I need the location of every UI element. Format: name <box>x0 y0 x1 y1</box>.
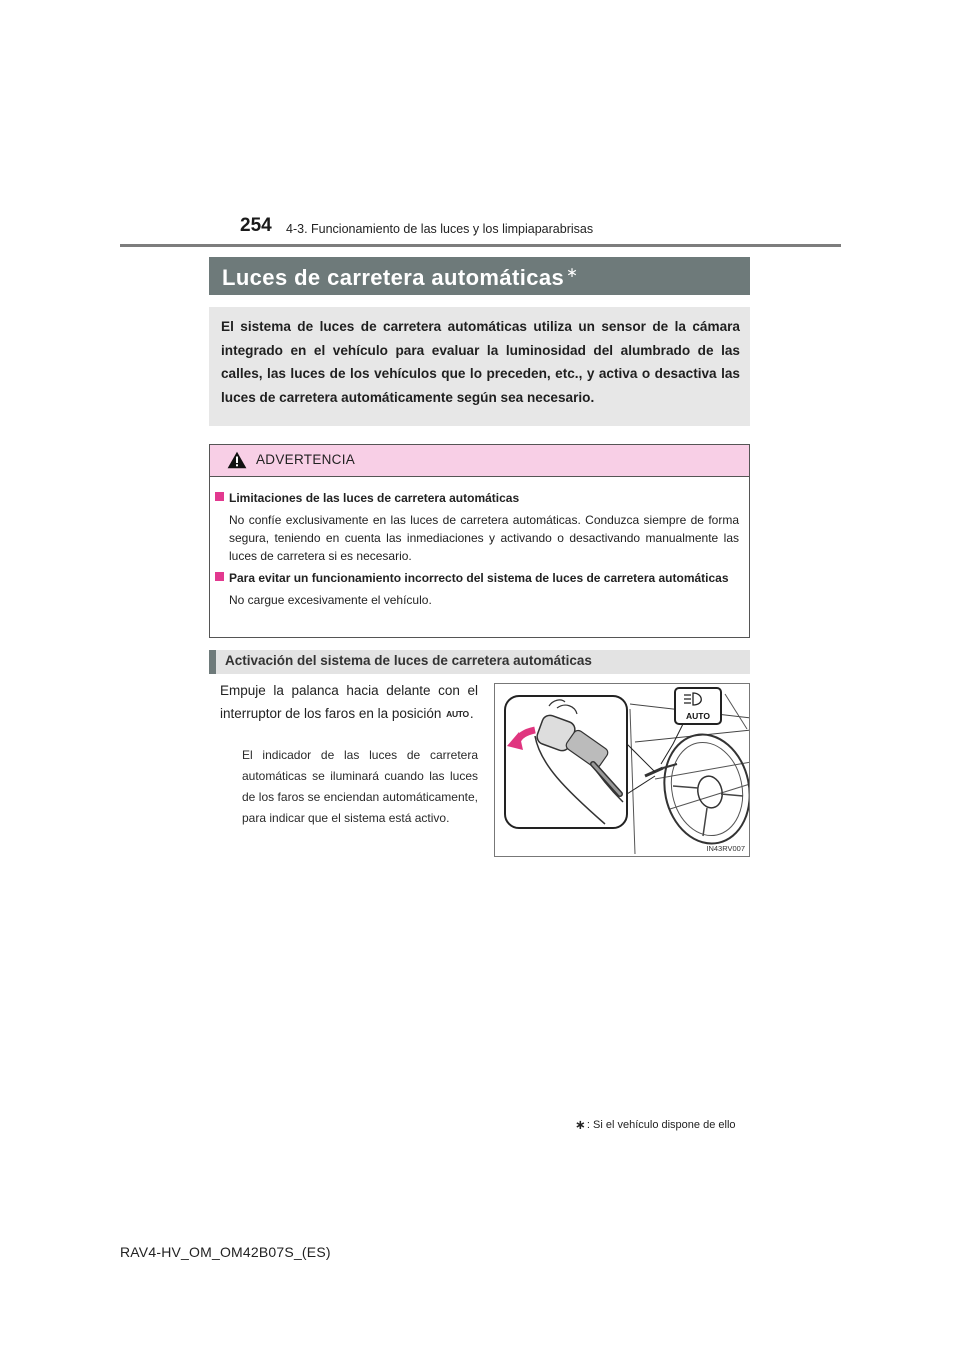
page-title: Luces de carretera automáticas <box>222 265 565 290</box>
warning-item-text: No confíe exclusivamente en las luces de carretera automáticas. Conduzca siempre de forma segura, teniendo en cuenta las inmediaciones y activando o desactivando manualmente las luces de carretera si es necesario. <box>229 513 739 563</box>
callout-auto-label: AUTO <box>686 711 710 721</box>
warning-item <box>210 569 739 609</box>
footer-code: RAV4-HV_OM_OM42B07S_(ES) <box>120 1244 331 1260</box>
warning-triangle-icon <box>227 451 247 469</box>
bullet-square-icon <box>215 572 224 581</box>
warning-body <box>210 477 749 609</box>
illustration-code: IN43RV007 <box>706 844 745 853</box>
warning-label: ADVERTENCIA <box>256 452 356 467</box>
warning-header <box>210 445 749 477</box>
footnote <box>575 1117 736 1133</box>
auto-symbol: AUTO <box>446 709 469 719</box>
header-rule <box>120 244 841 247</box>
section-header: 4-3. Funcionamiento de las luces y los limpiaparabrisas <box>286 222 594 236</box>
subsection-title <box>209 650 750 674</box>
page-number: 254 <box>240 215 272 236</box>
warning-item-title: Limitaciones de las luces de carretera automáticas <box>229 491 520 505</box>
warning-item-text: No cargue excesivamente el vehículo. <box>229 593 432 607</box>
step-note: El indicador de las luces de carretera automáticas se iluminará cuando las luces de los faros se enciendan automáticamente, para indicar que el sistema está activo. <box>242 748 478 825</box>
step-text-before: Empuje la palanca hacia delante con el interruptor de los faros en la posición <box>220 683 478 721</box>
footnote-text: : Si el vehículo dispone de ello <box>586 1119 736 1131</box>
lever-illustration <box>495 684 750 857</box>
intro-text: El sistema de luces de carretera automáticas utiliza un sensor de la cámara integrado en el vehículo para evaluar la luminosidad del alumbrado de las calles, las luces de los vehículos que lo preceden, etc., y activa o desactiva las luces de carretera automáticamente según sea necesario. <box>221 319 740 405</box>
warning-item-title: Para evitar un funcionamiento incorrecto del sistema de luces de carretera automáticas <box>229 571 729 585</box>
page-title-bar <box>209 257 750 295</box>
step-text-after: . <box>469 706 474 721</box>
warning-item <box>210 489 739 565</box>
footnote-asterisk: ∗ <box>575 1117 586 1132</box>
bullet-square-icon <box>215 492 224 501</box>
subsection-title-text: Activación del sistema de luces de carretera automáticas <box>225 653 592 668</box>
warning-box <box>209 444 750 638</box>
step-instruction <box>220 679 478 726</box>
illustration <box>494 683 750 857</box>
intro-box <box>209 307 750 426</box>
title-asterisk: ∗ <box>566 264 579 280</box>
